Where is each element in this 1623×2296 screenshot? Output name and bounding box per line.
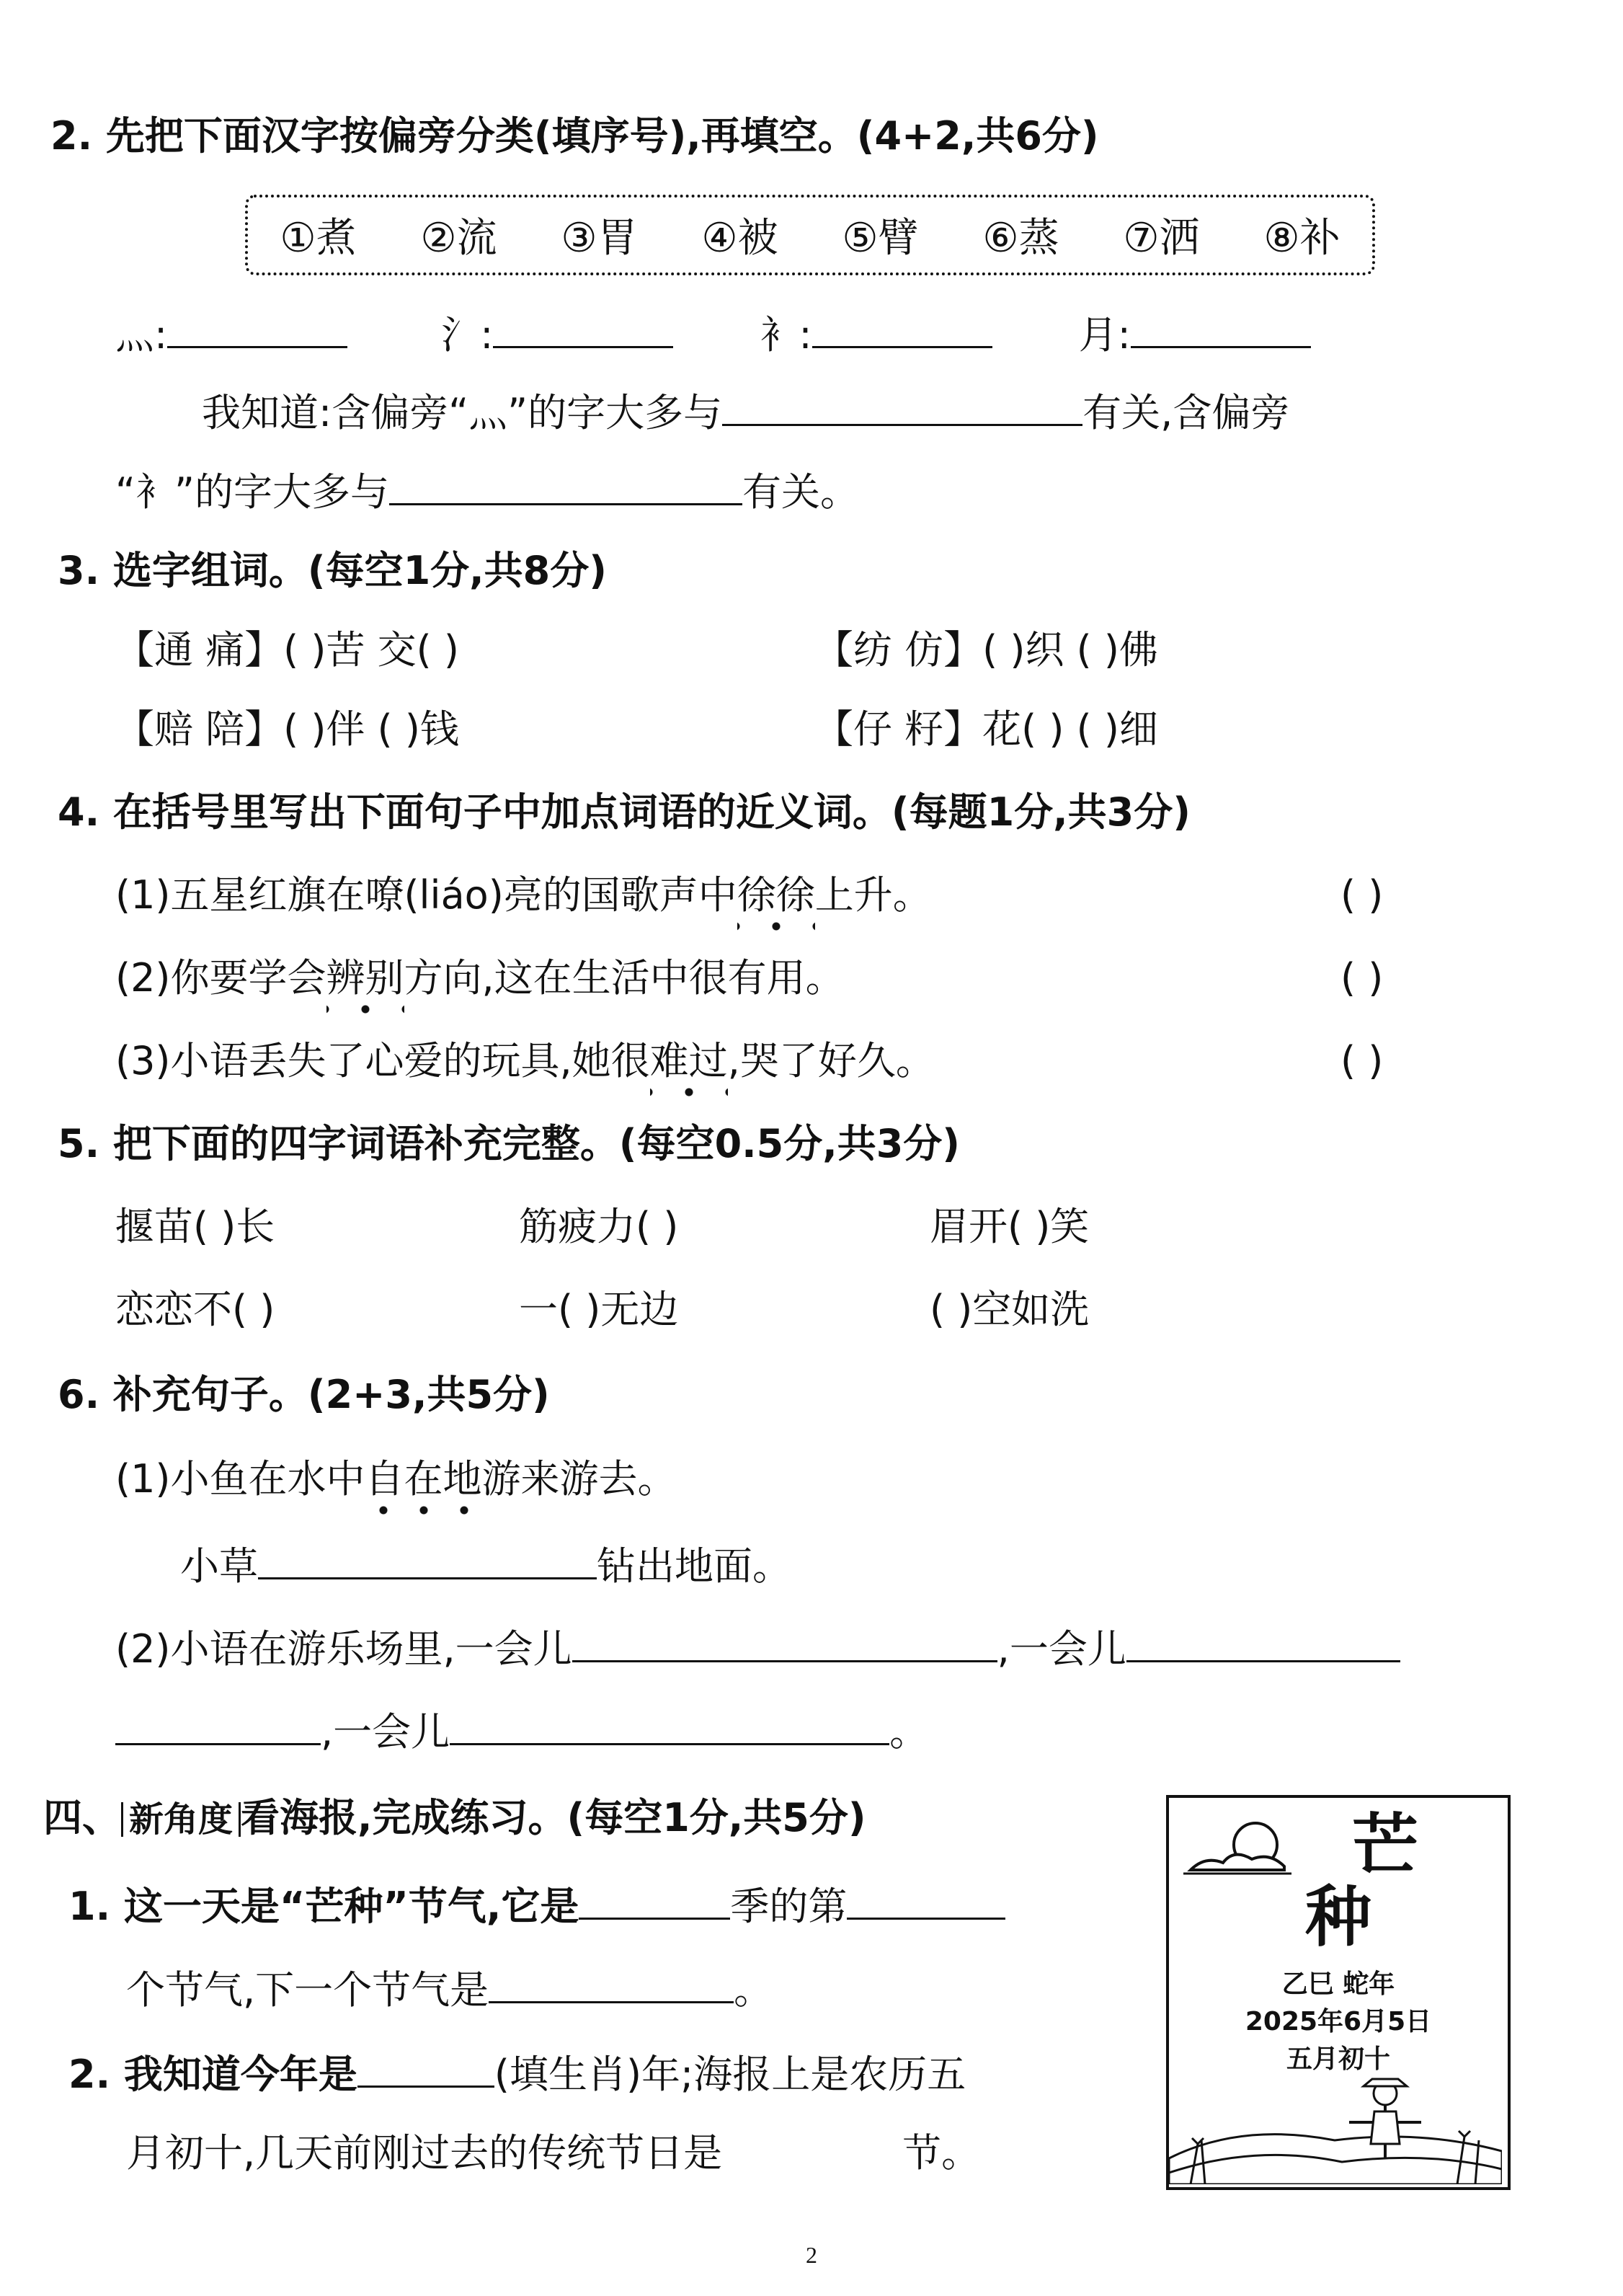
answer-blank[interactable] — [115, 1708, 321, 1745]
char-item: ⑤臂 — [842, 215, 919, 262]
q6-heading: 6. 补充句子。(2+3,共5分) — [58, 1372, 550, 1417]
solar-term-poster — [1166, 1795, 1511, 2190]
char-item: ⑦洒 — [1123, 215, 1200, 262]
radical-label: 衤: — [760, 312, 812, 358]
q2-heading: 2. 先把下面汉字按偏旁分类(填序号),再填空。(4+2,共6分) — [50, 113, 1099, 159]
part4-heading — [43, 1795, 866, 1840]
q3-row1a: 【通 痛】( )苦 交( ) — [115, 627, 459, 673]
part4-q2-line2 — [126, 2130, 981, 2176]
sentence-text: 方向,这在生活中很有用。 — [404, 955, 845, 1001]
q4-sentence-3 — [115, 1038, 935, 1083]
answer-blank[interactable] — [493, 311, 673, 348]
answer-blank[interactable] — [1126, 1626, 1400, 1662]
idiom-item: 揠苗( )长 — [115, 1204, 275, 1249]
sentence-text: 钻出地面。 — [597, 1543, 791, 1589]
scarecrow-field-illustration — [1169, 2072, 1502, 2184]
q6-sentence-1b — [180, 1543, 791, 1589]
character-box — [245, 195, 1375, 275]
q6-sentence-2b — [115, 1708, 929, 1755]
q3-heading: 3. 选字组词。(每空1分,共8分) — [58, 548, 607, 593]
q2-know-line2 — [115, 469, 859, 515]
question-text: 2. 我知道今年是 — [68, 2052, 357, 2097]
answer-blank[interactable] — [722, 389, 1082, 426]
answer-blank[interactable] — [812, 311, 992, 348]
page-number: 2 — [806, 2242, 817, 2268]
q5-heading: 5. 把下面的四字词语补充完整。(每空0.5分,共3分) — [58, 1121, 960, 1166]
answer-paren[interactable]: ( ) — [1340, 1038, 1384, 1083]
poster-title-2: 种 — [1304, 1879, 1371, 1956]
sentence-text: ,一会儿 — [321, 1709, 450, 1755]
poster-lunar-date: 五月初十 — [1286, 2044, 1390, 2074]
radical-label: 月: — [1078, 312, 1131, 358]
char-item: ②流 — [420, 215, 497, 262]
answer-blank[interactable] — [847, 1883, 1005, 1920]
char-item: ③胃 — [561, 215, 638, 262]
dotted-word: 辨别 — [326, 955, 404, 1001]
idiom-item: 恋恋不( ) — [115, 1287, 275, 1332]
sentence-text: 小草 — [180, 1543, 258, 1589]
answer-blank[interactable] — [258, 1543, 597, 1579]
part4-q1-line2 — [126, 1967, 773, 2013]
cloud-moon-icon — [1183, 1816, 1299, 1881]
sentence-text: 上升。 — [814, 872, 932, 918]
sentence-text: ,哭了好久。 — [727, 1038, 935, 1083]
sentence-text: (2)小语在游乐场里,一会儿 — [115, 1626, 572, 1672]
question-text: 个节气,下一个节气是 — [126, 1967, 489, 2013]
sentence-text: 。 — [889, 1709, 929, 1755]
idiom-item: 眉开( )笑 — [930, 1204, 1090, 1249]
sentence-text: (1)五星红旗在嘹(liáo)亮的国歌声中 — [115, 872, 737, 918]
char-item: ⑥蒸 — [982, 215, 1059, 262]
dotted-word: 徐徐 — [737, 872, 815, 918]
question-text: 月初十,几天前刚过去的传统节日是 — [126, 2130, 723, 2176]
answer-blank[interactable] — [579, 1883, 730, 1920]
char-item: ①煮 — [280, 215, 357, 262]
char-item: ⑧补 — [1263, 215, 1340, 262]
poster-title-1: 芒 — [1351, 1807, 1418, 1884]
q6-sentence-2 — [115, 1626, 1400, 1672]
q6-sentence-1 — [115, 1456, 677, 1502]
part4-q2-line1 — [68, 2051, 966, 2097]
answer-blank[interactable] — [167, 311, 347, 348]
answer-blank[interactable] — [572, 1626, 997, 1662]
idiom-item: 筋疲力( ) — [519, 1204, 679, 1249]
q3-row2b: 【仔 籽】花( ) ( )细 — [814, 706, 1158, 752]
know-text: 有关,含偏旁 — [1082, 390, 1290, 435]
question-text: 节。 — [902, 2130, 981, 2176]
question-text: 1. 这一天是“芒种”节气,它是 — [68, 1884, 579, 1929]
q3-row2a: 【赔 陪】( )伴 ( )钱 — [115, 706, 459, 752]
section-number: 四、 — [43, 1795, 121, 1840]
radical-label: 灬: — [115, 312, 168, 358]
answer-blank[interactable] — [450, 1708, 889, 1745]
poster-date: 2025年6月5日 — [1245, 2007, 1432, 2036]
sentence-text: (3)小语丢失了心爱的玩具,她很 — [115, 1038, 650, 1083]
radical-label: 氵: — [441, 312, 494, 358]
sentence-text: ,一会儿 — [997, 1626, 1126, 1672]
q2-know-line1 — [202, 389, 1289, 433]
know-text: 我知道:含偏旁“灬”的字大多与 — [202, 390, 723, 435]
sentence-text: (2)你要学会 — [115, 955, 326, 1001]
idiom-item: 一( )无边 — [519, 1287, 679, 1332]
dotted-word: 自在地 — [365, 1456, 482, 1502]
radical-row — [115, 311, 1311, 358]
answer-paren[interactable]: ( ) — [1340, 955, 1384, 1001]
q4-heading: 4. 在括号里写出下面句子中加点词语的近义词。(每题1分,共3分) — [58, 789, 1191, 835]
new-angle-tag: 新角度 — [121, 1802, 241, 1837]
answer-blank[interactable] — [1131, 311, 1311, 348]
answer-blank[interactable] — [357, 2051, 494, 2088]
q3-row1b: 【纺 仿】( )织 ( )佛 — [814, 627, 1158, 673]
answer-paren[interactable]: ( ) — [1340, 872, 1384, 918]
question-text: 。 — [734, 1967, 773, 2013]
q4-sentence-1 — [115, 872, 932, 918]
idiom-item: ( )空如洗 — [930, 1287, 1090, 1332]
question-text: 季的第 — [730, 1884, 848, 1929]
section-title: 看海报,完成练习。(每空1分,共5分) — [241, 1795, 866, 1840]
sentence-text: 游来游去。 — [481, 1456, 677, 1502]
q4-sentence-2 — [115, 955, 845, 1001]
answer-blank[interactable] — [489, 1967, 734, 2003]
poster-year: 乙巳 蛇年 — [1281, 1969, 1395, 1999]
know-text: “衤”的字大多与 — [115, 469, 389, 515]
question-text: (填生肖)年;海报上是农历五 — [494, 2052, 966, 2097]
dotted-word: 难过 — [649, 1038, 728, 1083]
sentence-text: (1)小鱼在水中 — [115, 1456, 365, 1502]
answer-blank[interactable] — [389, 469, 742, 505]
know-text: 有关。 — [742, 469, 859, 515]
char-item: ④被 — [701, 215, 778, 262]
part4-q1-line1 — [68, 1883, 1005, 1929]
